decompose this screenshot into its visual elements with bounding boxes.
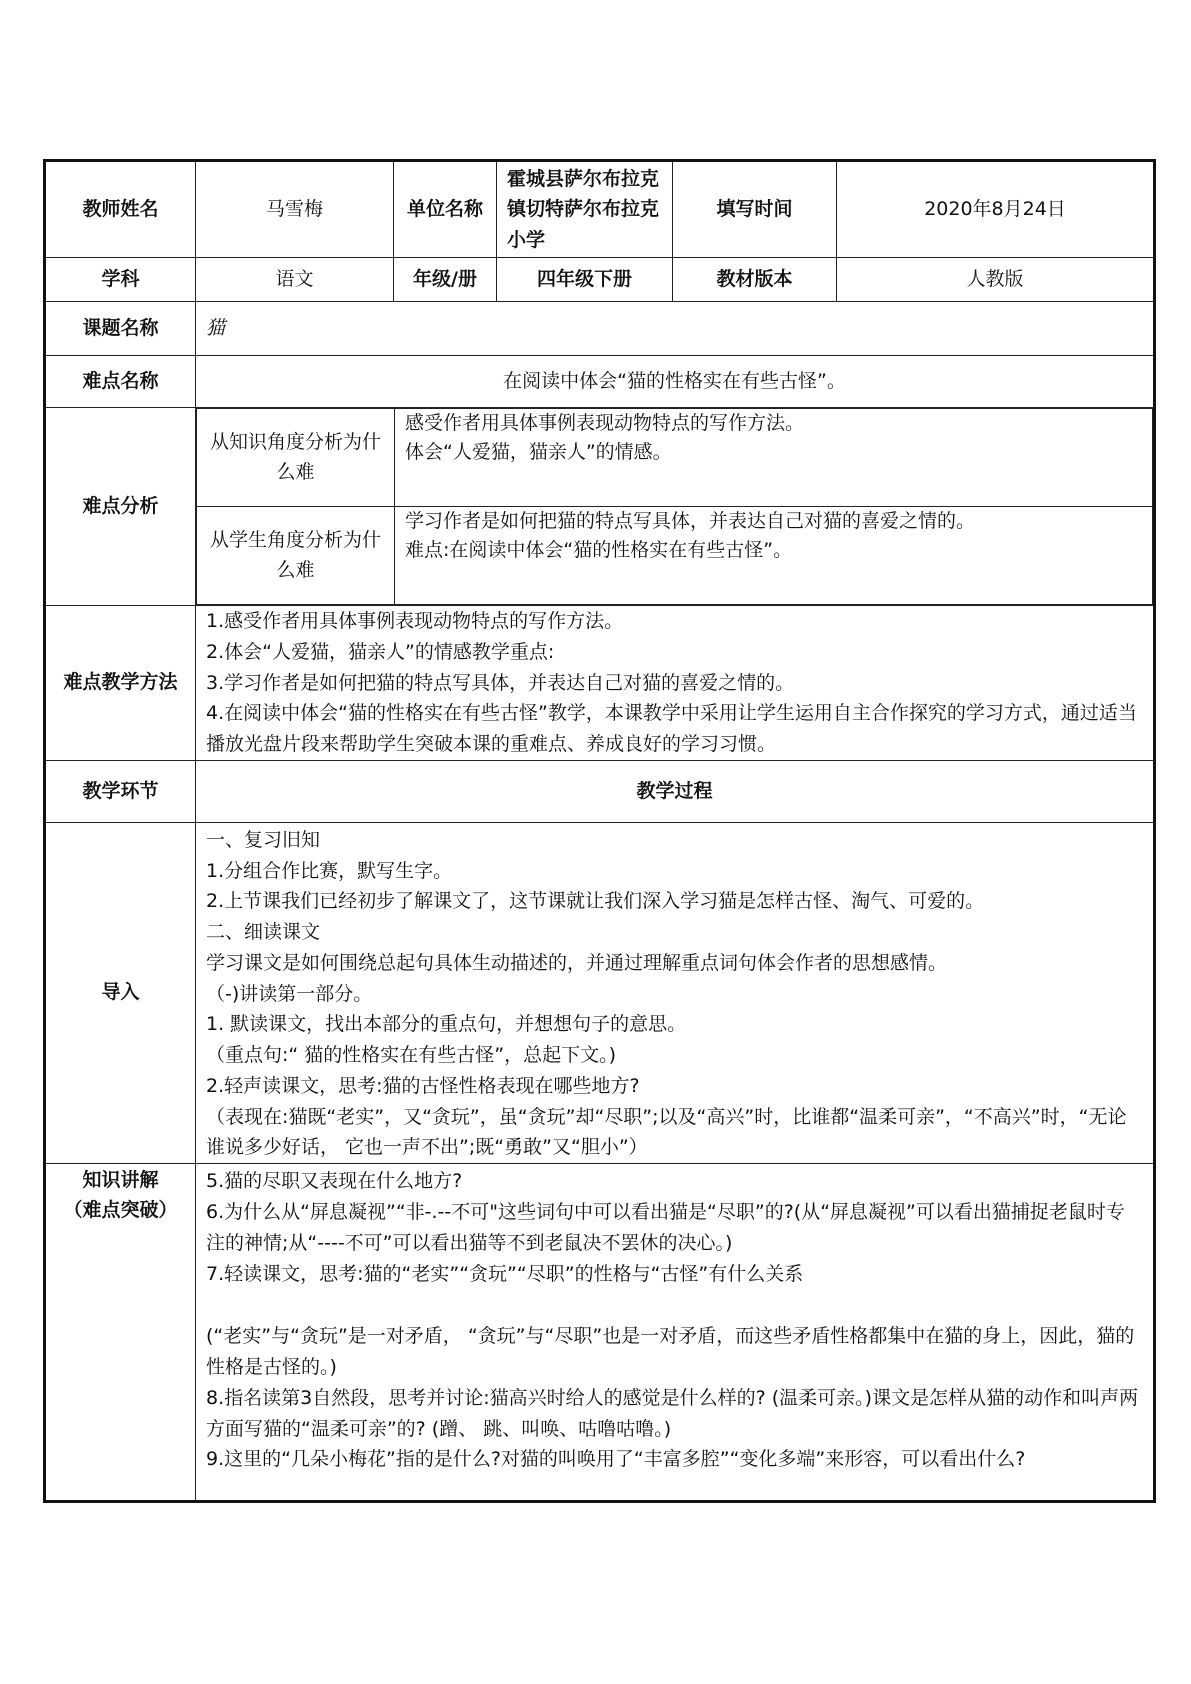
intro-row — [45, 822, 1155, 1163]
lesson-plan-table — [43, 159, 1156, 1503]
knowledge-line: 7.轻读课文，思考:猫的“老实”“贪玩”“尽职”的性格与“古怪”有什么关系 — [206, 1262, 804, 1285]
intro-line: 2.轻声读课文，思考:猫的古怪性格表现在哪些地方? — [206, 1074, 640, 1097]
unit-value: 霍城县萨尔布拉克镇切特萨尔布拉克小学 — [497, 161, 673, 258]
method-content — [196, 606, 1155, 761]
topic-row — [45, 302, 1155, 356]
difficulty-value: 在阅读中体会“猫的性格实在有些古怪”。 — [196, 356, 1155, 408]
student-angle-label: 从学生角度分析为什么难 — [197, 507, 395, 605]
subject-label: 学科 — [45, 258, 196, 302]
method-row — [45, 606, 1155, 761]
header-row-1 — [45, 161, 1155, 258]
edition-value: 人教版 — [837, 258, 1155, 302]
process-stage-label: 教学环节 — [45, 760, 196, 822]
blank-spacer — [206, 1289, 1143, 1321]
intro-line: 1.分组合作比赛，默写生字。 — [206, 859, 453, 882]
method-line: 3.学习作者是如何把猫的特点写具体，并表达自己对猫的喜爱之情的。 — [206, 671, 795, 694]
analysis-row — [45, 408, 1155, 606]
analysis-content — [196, 408, 1155, 606]
unit-label: 单位名称 — [394, 161, 497, 258]
knowledge-line: 6.为什么从“屏息凝视”“非-.--不可"这些词句中可以看出猫是“尽职”的?(从“屏息凝视”可以看出猫捕捉老鼠时专注的神情;从“----不可”可以看出猫等不到老鼠决不罢休的决心。) — [206, 1201, 1125, 1254]
header-row-2 — [45, 258, 1155, 302]
knowledge-line: 8.指名读第3自然段，思考并讨论:猫高兴时给人的感觉是什么样的? (温柔可亲。)课文是怎样从猫的动作和叫声两方面写猫的“温柔可亲”的? (蹭、 跳、叫唤、咕噜咕噜。) — [206, 1386, 1139, 1440]
grade-value: 四年级下册 — [497, 258, 673, 302]
analysis-label: 难点分析 — [45, 408, 196, 606]
grade-label: 年级/册 — [394, 258, 497, 302]
intro-line: 学习课文是如何围绕总起句具体生动描述的，并通过理解重点词句体会作者的思想感情。 — [206, 951, 948, 974]
subject-value: 语文 — [196, 258, 394, 302]
intro-line: 1. 默读课文，找出本部分的重点句，并想想句子的意思。 — [206, 1013, 687, 1036]
date-value: 2020年8月24日 — [837, 161, 1155, 258]
intro-line: 二、细读课文 — [206, 921, 321, 944]
date-label: 填写时间 — [673, 161, 837, 258]
method-label: 难点教学方法 — [45, 606, 196, 761]
process-header-row — [45, 760, 1155, 822]
knowledge-angle-line: 体会“人爱猫，猫亲人”的情感。 — [405, 441, 672, 464]
student-angle-line: 难点:在阅读中体会“猫的性格实在有些古怪”。 — [405, 539, 793, 562]
knowledge-line: 5.猫的尽职又表现在什么地方? — [206, 1170, 463, 1193]
difficulty-row — [45, 356, 1155, 408]
student-angle-content — [395, 507, 1153, 605]
process-title: 教学过程 — [196, 760, 1155, 822]
method-line: 1.感受作者用具体事例表现动物特点的写作方法。 — [206, 610, 624, 632]
edition-label: 教材版本 — [673, 258, 837, 302]
topic-label: 课题名称 — [45, 302, 196, 356]
knowledge-label — [45, 1164, 196, 1502]
knowledge-angle-label: 从知识角度分析为什么难 — [197, 409, 395, 507]
knowledge-angle-line: 感受作者用具体事例表现动物特点的写作方法。 — [405, 412, 805, 434]
intro-line: （表现在:猫既“老实”，又“贪玩”，虽“贪玩”却“尽职”;以及“高兴”时，比谁都“温柔可亲”，“不高兴”时，“无论谁说多少好话， 它也一声不出”;既“勇敢”又“胆小”） — [206, 1105, 1127, 1159]
knowledge-angle-content — [395, 409, 1153, 507]
intro-line: （-)讲读第一部分。 — [206, 982, 373, 1005]
knowledge-line: 9.这里的“几朵小梅花”指的是什么?对猫的叫唤用了“丰富多腔”“变化多端”来形容，可以看出什么? — [206, 1448, 1026, 1471]
intro-line: （重点句:“ 猫的性格实在有些古怪”，总起下文。) — [206, 1044, 617, 1067]
knowledge-label-line1: 知识讲解 — [82, 1169, 159, 1192]
intro-label: 导入 — [45, 822, 196, 1163]
student-angle-line: 学习作者是如何把猫的特点写具体，并表达自己对猫的喜爱之情的。 — [405, 510, 976, 532]
intro-content — [196, 822, 1155, 1163]
difficulty-label: 难点名称 — [45, 356, 196, 408]
topic-value: 猫 — [196, 302, 1155, 356]
teacher-value: 马雪梅 — [196, 161, 394, 258]
intro-line: 一、复习旧知 — [206, 828, 321, 851]
knowledge-label-line2: （难点突破） — [63, 1198, 178, 1221]
intro-line: 2.上节课我们已经初步了解课文了，这节课就让我们深入学习猫是怎样古怪、淘气、可爱的。 — [206, 890, 985, 913]
knowledge-line: (“老实”与“贪玩”是一对矛盾， “贪玩”与“尽职”也是一对矛盾，而这些矛盾性格都集中在猫的身上，因此，猫的性格是古怪的。) — [206, 1325, 1135, 1379]
knowledge-content — [196, 1164, 1155, 1502]
knowledge-row — [45, 1164, 1155, 1502]
method-line: 4.在阅读中体会“猫的性格实在有些古怪”教学，本课教学中采用让学生运用自主合作探究的学习方式，通过适当播放光盘片段来帮助学生突破本课的重难点、养成良好的学习习惯。 — [206, 702, 1137, 756]
analysis-inner-table — [196, 408, 1153, 605]
method-line: 2.体会“人爱猫，猫亲人”的情感教学重点: — [206, 640, 555, 663]
teacher-label: 教师姓名 — [45, 161, 196, 258]
